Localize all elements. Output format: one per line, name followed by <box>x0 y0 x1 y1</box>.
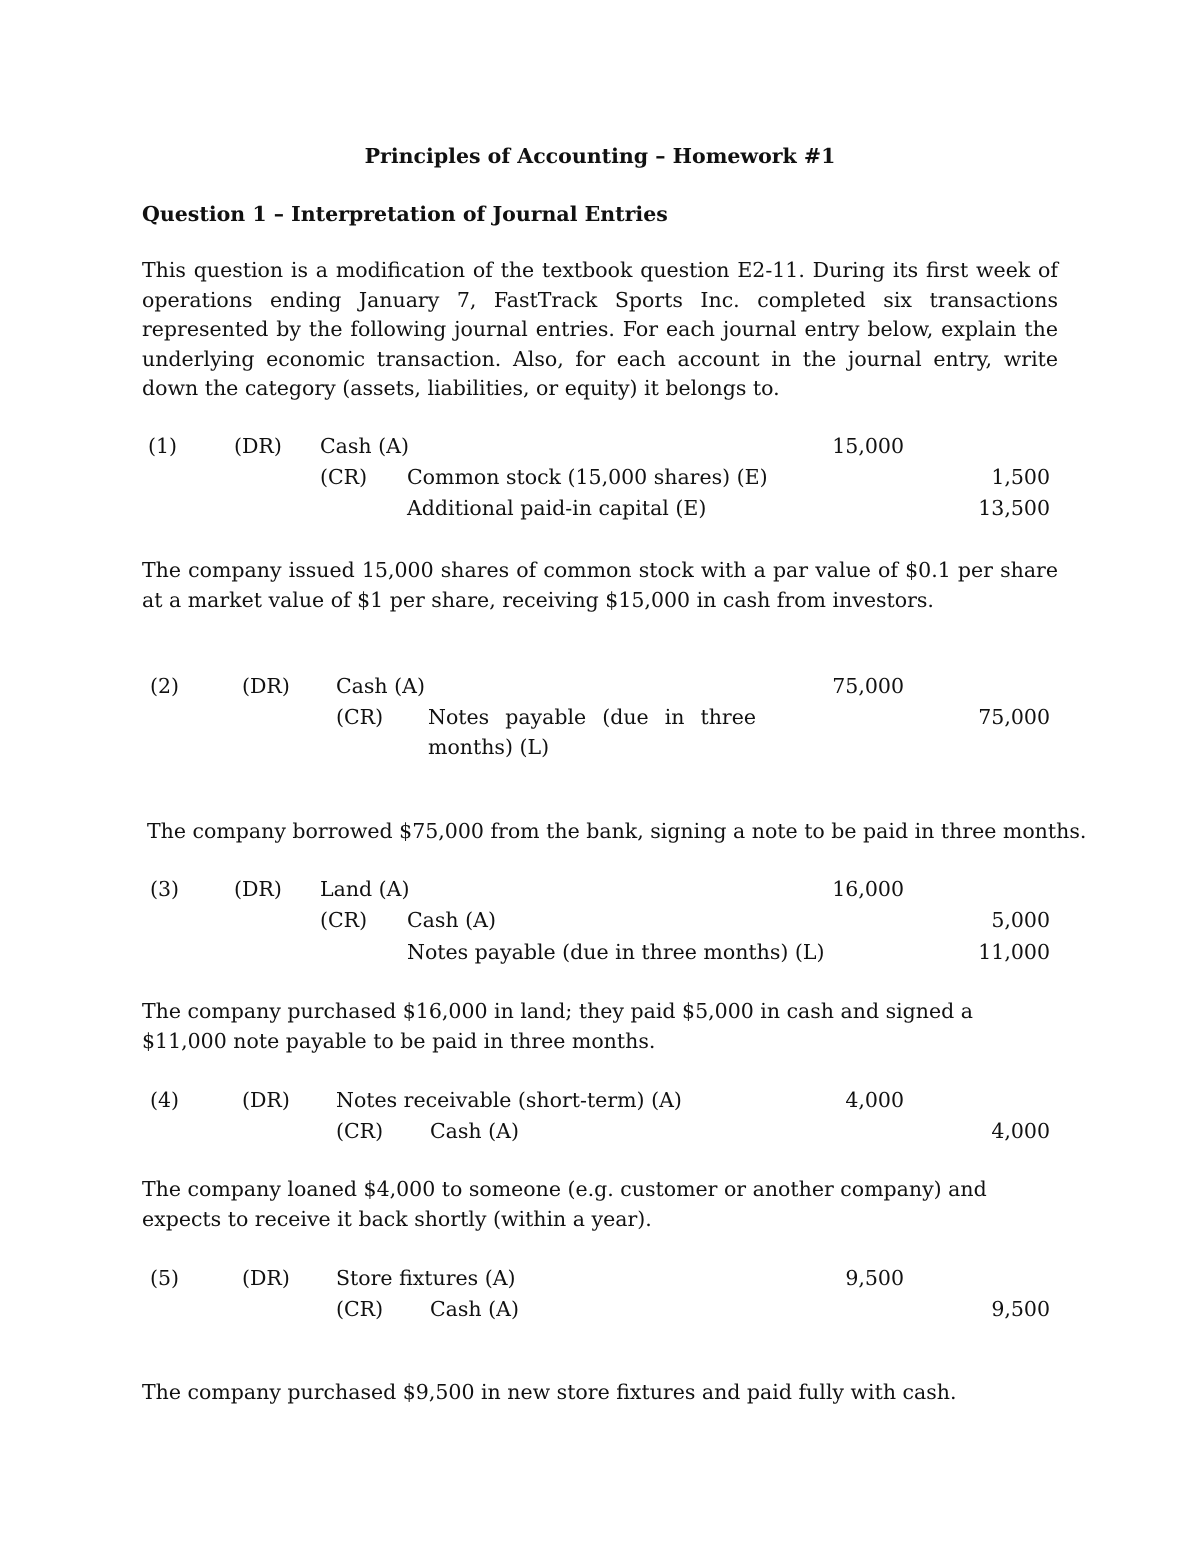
credit-tag: (CR) <box>336 1119 384 1143</box>
debit-amount: 4,000 <box>845 1088 904 1112</box>
credit-amount: 11,000 <box>978 940 1050 964</box>
debit-account: Cash (A) <box>320 434 409 458</box>
credit-account: Cash (A) <box>430 1119 519 1143</box>
debit-tag: (DR) <box>234 877 282 901</box>
entry-number: (4) <box>150 1088 180 1112</box>
entry-4-explanation: The company loaned $4,000 to someone (e.g. customer or another company) and expects to receive it back shortly (within a year). <box>142 1177 987 1231</box>
debit-account: Notes receivable (short-term) (A) <box>336 1088 682 1112</box>
credit-account: Cash (A) <box>430 1297 519 1321</box>
credit-account: Common stock (15,000 shares) (E) <box>407 465 768 489</box>
entry-number: (1) <box>148 434 178 458</box>
document-title: Principles of Accounting – Homework #1 <box>364 144 836 168</box>
entry-3-explanation: The company purchased $16,000 in land; they paid $5,000 in cash and signed a $11,000 note payable to be paid in three months. <box>142 999 973 1053</box>
entry-2-explanation: The company borrowed $75,000 from the bank, signing a note to be paid in three months. <box>147 819 1087 843</box>
debit-tag: (DR) <box>234 434 282 458</box>
credit-amount: 9,500 <box>991 1297 1050 1321</box>
debit-amount: 16,000 <box>832 877 904 901</box>
credit-account: Cash (A) <box>407 908 496 932</box>
debit-tag: (DR) <box>242 1088 290 1112</box>
credit-amount: 75,000 <box>978 705 1050 729</box>
debit-tag: (DR) <box>242 1266 290 1290</box>
credit-tag: (CR) <box>320 908 368 932</box>
credit-account: Notes payable (due in three months) (L) <box>407 940 825 964</box>
credit-tag: (CR) <box>336 705 384 729</box>
credit-account: Additional paid-in capital (E) <box>407 496 707 520</box>
debit-account: Land (A) <box>320 877 410 901</box>
question-heading: Question 1 – Interpretation of Journal Entries <box>142 202 668 226</box>
entry-number: (3) <box>150 877 180 901</box>
debit-account: Cash (A) <box>336 674 425 698</box>
credit-amount: 5,000 <box>991 908 1050 932</box>
debit-amount: 75,000 <box>832 674 904 698</box>
debit-tag: (DR) <box>242 674 290 698</box>
credit-amount: 1,500 <box>991 465 1050 489</box>
credit-tag: (CR) <box>336 1297 384 1321</box>
entry-number: (2) <box>150 674 180 698</box>
intro-paragraph: This question is a modification of the textbook question E2-11. During its first week of operations ending January 7, FastTrack Sports Inc. completed six transactions represented by the following journal entries. For each journal entry below, explain the underlying economic transaction. Also, for each account in the journal entry, write down the category (assets, liabilities, or equity) it belongs to. <box>142 258 1058 400</box>
credit-tag: (CR) <box>320 465 368 489</box>
entry-number: (5) <box>150 1266 180 1290</box>
entry-1-explanation: The company issued 15,000 shares of common stock with a par value of $0.1 per share at a market value of $1 per share, receiving $15,000 in cash from investors. <box>142 558 1058 612</box>
credit-account: Notes payable (due in three months) (L) <box>428 705 756 759</box>
debit-amount: 9,500 <box>845 1266 904 1290</box>
debit-account: Store fixtures (A) <box>336 1266 516 1290</box>
credit-amount: 4,000 <box>991 1119 1050 1143</box>
debit-amount: 15,000 <box>832 434 904 458</box>
entry-5-explanation: The company purchased $9,500 in new store fixtures and paid fully with cash. <box>142 1380 957 1404</box>
credit-amount: 13,500 <box>978 496 1050 520</box>
